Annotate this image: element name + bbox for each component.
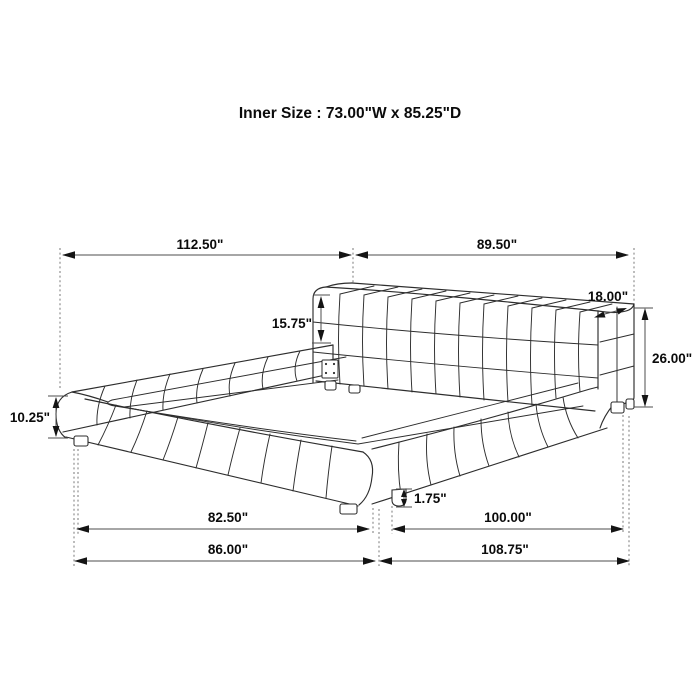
bed-drawing — [56, 283, 634, 514]
rail-height-label: 10.25" — [9, 410, 50, 425]
dimension-outer-depth — [379, 542, 630, 565]
inner-depth-label: 100.00" — [484, 510, 532, 525]
overall-depth-label: 89.50" — [476, 237, 518, 252]
headboard-depth-label: 18.00" — [587, 289, 629, 304]
outer-depth-label: 108.75" — [481, 542, 529, 557]
dimension-overall-width — [62, 237, 352, 259]
headboard — [313, 283, 634, 428]
dimension-inner-depth — [392, 510, 624, 533]
inner-size-title: Inner Size : 73.00"W x 85.25"D — [238, 105, 462, 122]
front-rail — [66, 399, 373, 506]
dimension-headboard-depth — [588, 289, 628, 318]
dimension-outer-width — [74, 542, 376, 565]
headboard-above-rail-label: 15.75" — [271, 316, 312, 331]
dimension-headboard-above-rail — [272, 295, 331, 343]
leg-clearance-label: 1.75" — [414, 491, 447, 506]
dimension-overall-depth — [355, 237, 629, 259]
inner-width-label: 82.50" — [207, 510, 249, 525]
overall-width-label: 112.50" — [176, 237, 224, 252]
dimension-headboard-height — [634, 308, 692, 407]
mounting-bracket — [322, 360, 338, 378]
extension-lines — [60, 248, 634, 566]
outer-width-label: 86.00" — [207, 542, 249, 557]
left-rail — [56, 345, 346, 438]
right-rail — [362, 383, 607, 504]
dimension-rail-height — [10, 396, 68, 438]
dimension-leg-clearance — [396, 489, 447, 507]
dimension-inner-width — [76, 510, 370, 533]
headboard-height-label: 26.00" — [652, 351, 693, 366]
